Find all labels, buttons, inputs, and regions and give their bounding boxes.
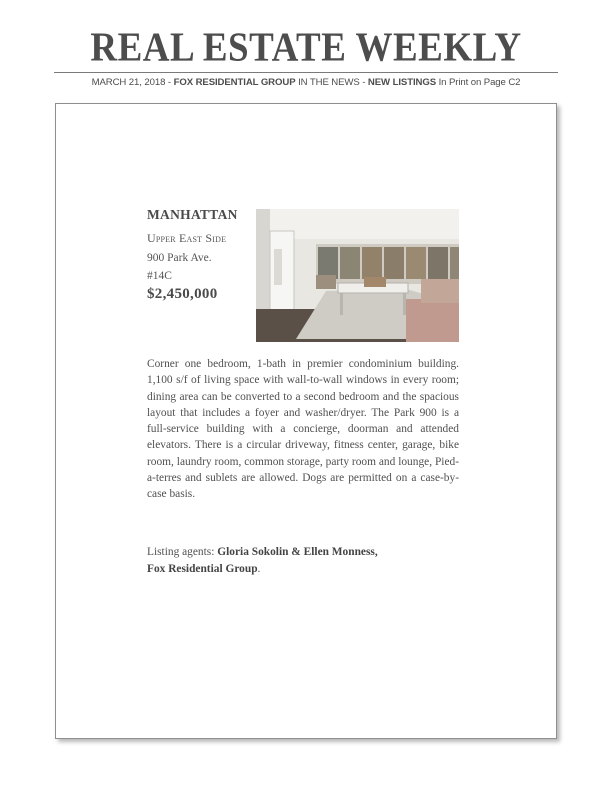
agents-names: Gloria Sokolin & Ellen Monness, — [217, 546, 378, 558]
listing-neighborhood: Upper East Side — [147, 231, 227, 245]
subhead-line — [54, 77, 558, 88]
listing-address: 900 Park Ave. — [147, 252, 212, 264]
listing-borough: MANHATTAN — [147, 207, 238, 222]
listing-price: $2,450,000 — [147, 286, 218, 302]
listing-description: Corner one bedroom, 1-bath in premier condominium building. 1,100 s/f of living space with wall-to-wall windows in every room; dining area can be converted to a second bedroom and the spacious layout that includes a foyer and washer/dryer. The Park 900 is a full-service building with a concierge, doorman and attended elevators. There is a circular driveway, fitness center, garage, bike room, laundry room, common storage, party room and lounge, Pied-a-terres and sublets are allowed. Dogs are permitted on a case-by-case basis. — [147, 358, 459, 501]
agents-company: Fox Residential Group — [147, 563, 258, 575]
subhead-company: FOX RESIDENTIAL GROUP — [173, 77, 296, 88]
agents-end: . — [257, 563, 261, 575]
listing-header — [147, 207, 252, 303]
subhead-date: MARCH 21, 2018 - — [91, 77, 174, 88]
listing-agents — [147, 544, 459, 578]
masthead-rule — [54, 72, 558, 73]
listing-unit: #14C — [147, 270, 172, 282]
masthead-title: REAL ESTATE WEEKLY — [90, 24, 522, 71]
agents-label: Listing agents: — [147, 546, 218, 558]
listing-photo — [256, 209, 459, 342]
subhead-in-news: IN THE NEWS - — [295, 77, 368, 88]
subhead-new-listings: NEW LISTINGS — [367, 77, 437, 88]
subhead-print: In Print on Page C2 — [436, 77, 521, 88]
living-room-photo — [256, 209, 459, 342]
